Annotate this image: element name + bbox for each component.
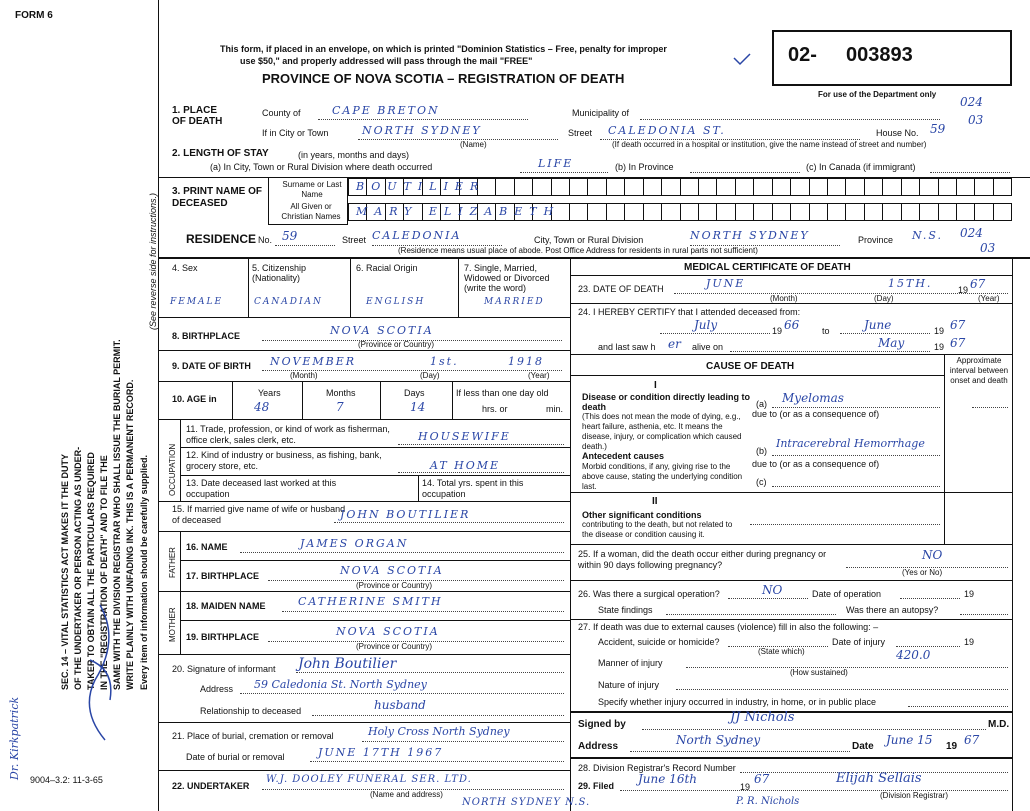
surgery-line <box>728 598 808 599</box>
divider-3 <box>158 317 570 318</box>
from-year: 66 <box>784 318 800 332</box>
residence-city-label: City, Town or Rural Division <box>534 235 644 245</box>
informant-signature: John Boutilier <box>298 656 397 672</box>
pregnancy-value: NO <box>922 548 943 562</box>
q26-label: 26. Was there a surgical operation? <box>578 589 720 599</box>
from-year-prefix: 19 <box>772 326 783 336</box>
last-saw-value: er <box>668 337 681 351</box>
side-text-8: (See reverse side for instructions.) <box>148 192 158 330</box>
divider-7 <box>180 447 570 448</box>
cause-b-line <box>772 455 940 456</box>
registration-number-box <box>772 30 1012 86</box>
form-code: 9004–3.2: 11-3-65 <box>30 775 103 785</box>
sig-year-prefix: 19 <box>946 741 958 752</box>
citizenship-value: CANADIAN <box>254 297 323 307</box>
divider-15 <box>158 722 570 723</box>
surname-label: Surname or Last Name <box>282 180 342 199</box>
sig-date-label: Date <box>852 741 874 752</box>
burial-date-line <box>310 761 564 762</box>
residence-city: NORTH SYDNEY <box>690 229 810 242</box>
main-left-border <box>158 0 159 811</box>
divider-8 <box>180 475 570 476</box>
dob-year: 1918 <box>508 355 544 368</box>
mother-side: MOTHER <box>168 607 177 642</box>
divider-5 <box>158 381 570 382</box>
divider-r7 <box>570 619 1012 620</box>
divider-r9 <box>570 757 1012 759</box>
father-name: JAMES ORGAN <box>300 537 409 550</box>
filed-year-prefix: 19 <box>740 782 751 792</box>
informant-address-line <box>240 693 564 694</box>
divider-2 <box>158 257 1030 259</box>
alive-year-prefix: 19 <box>934 342 945 352</box>
cause-title: CAUSE OF DEATH <box>706 361 795 372</box>
stay-c-label: (c) In Canada (if immigrant) <box>806 162 916 172</box>
occ-div <box>180 419 181 501</box>
marital-label: 7. Single, Married, Widowed or Divorced (write the word) <box>464 263 550 293</box>
operation-year-prefix: 19 <box>964 589 975 599</box>
sig-address-label: Address <box>578 741 619 752</box>
divider-14 <box>158 654 570 655</box>
undertaker-value: W.J. DOOLEY FUNERAL SER. LTD. <box>266 774 472 785</box>
other-line <box>750 524 940 525</box>
surname-value: BOUTILIER <box>356 180 486 193</box>
divider-12 <box>158 591 570 592</box>
city-value: NORTH SYDNEY <box>362 124 482 137</box>
dob-month-sub: (Month) <box>290 371 318 380</box>
place-of-death-label: 1. PLACE OF DEATH <box>172 105 223 127</box>
mother-div <box>180 591 181 654</box>
birthplace-sub: (Province or Country) <box>358 340 435 349</box>
to-year-prefix: 19 <box>934 326 945 336</box>
death-date-line <box>674 293 1008 294</box>
marital-value: MARRIED <box>484 297 545 307</box>
age-div-4 <box>452 381 453 419</box>
q23-label: 23. DATE OF DEATH <box>578 284 664 294</box>
age-div-2 <box>302 381 303 419</box>
residence-no-line <box>275 245 335 246</box>
q28-label: 28. Division Registrar's Record Number <box>578 763 736 773</box>
municipality-label: Municipality of <box>572 108 630 118</box>
city-label: If in City or Town <box>262 128 329 138</box>
dept-code-2: 03 <box>968 113 984 127</box>
divider-11 <box>180 560 570 561</box>
residence-street-label: Street <box>342 235 367 245</box>
q12-value: AT HOME <box>430 459 501 472</box>
sex-label: 4. Sex <box>172 263 198 273</box>
age-div-3 <box>380 381 381 419</box>
other-note: contributing to the death, but not related to the disease or condition causing it. <box>582 520 733 539</box>
death-year: 67 <box>970 277 986 291</box>
death-year-prefix: 19 <box>958 285 969 295</box>
burial-place: Holy Cross North Sydney <box>368 725 510 738</box>
burial-place-label: 21. Place of burial, cremation or removal <box>172 731 334 741</box>
hrs-label: hrs. or <box>482 404 508 414</box>
mother-birthplace-sub: (Province or Country) <box>356 642 433 651</box>
sig-date: June 15 <box>886 733 933 747</box>
nature-line <box>676 689 1008 690</box>
autopsy-line <box>960 614 1008 615</box>
length-of-stay-label: 2. LENGTH OF STAY <box>172 148 269 159</box>
citizenship-label: 5. Citizenship (Nationality) <box>252 263 307 283</box>
accident-label: Accident, suicide or homicide? <box>598 637 720 647</box>
divider-16 <box>158 770 570 771</box>
years-value: 48 <box>254 400 270 414</box>
father-div <box>180 531 181 591</box>
death-day: 15TH. <box>888 277 933 290</box>
q29-label: 29. Filed <box>578 781 615 791</box>
dob-month: NOVEMBER <box>270 355 357 368</box>
father-name-line <box>240 552 564 553</box>
q12-label: 12. Kind of industry or business, as fishing, bank, grocery store, etc. <box>186 450 382 471</box>
q24-label: 24. I HEREBY CERTIFY that I attended deceased from: <box>578 307 801 317</box>
alive-year: 67 <box>950 336 966 350</box>
signed-by-label: Signed by <box>578 719 626 730</box>
burial-place-line <box>362 741 564 742</box>
findings-label: State findings <box>598 605 653 615</box>
relationship-value: husband <box>374 698 426 712</box>
filed-value: June 16th <box>638 772 698 786</box>
q13-label: 13. Date deceased last worked at this occupation <box>186 478 337 499</box>
print-name-label: 3. PRINT NAME OF DECEASED <box>172 186 263 209</box>
operation-date-label: Date of operation <box>812 589 882 599</box>
surgery-value: NO <box>762 583 783 597</box>
relationship-label: Relationship to deceased <box>200 706 302 716</box>
q11-line <box>398 444 564 445</box>
divider-r1 <box>570 303 1012 304</box>
alive-line <box>730 351 930 352</box>
q27-label: 27. If death was due to external causes (violence) fill in also the following: – <box>578 622 879 632</box>
mother-name-line <box>282 611 564 612</box>
medical-title: MEDICAL CERTIFICATE OF DEATH <box>684 262 851 273</box>
reg-number: 003893 <box>846 44 913 66</box>
cause-a-label: (a) <box>756 399 767 409</box>
city-name-sub: (Name) <box>460 140 487 149</box>
other-label: Other significant conditions <box>582 510 702 520</box>
residence-no-label: No. <box>258 235 273 245</box>
nature-label: Nature of injury <box>598 680 660 690</box>
stay-b-line <box>690 172 800 173</box>
cause-b-value: Intracerebral Hemorrhage <box>776 437 925 450</box>
autopsy-label: Was there an autopsy? <box>846 605 939 615</box>
injury-year-prefix: 19 <box>964 637 975 647</box>
birthplace-label: 8. BIRTHPLACE <box>172 331 241 341</box>
form-label: FORM 6 <box>15 10 53 21</box>
side-signature-scribble <box>60 600 140 760</box>
specify-label: Specify whether injury occurred in industry, in home, or in public place <box>598 697 876 707</box>
cause-a-value: Myelomas <box>782 391 844 405</box>
page-title: PROVINCE OF NOVA SCOTIA – REGISTRATION OF DEATH <box>262 71 625 86</box>
residence-no: 59 <box>282 229 298 243</box>
informant-sig-label: 20. Signature of informant <box>172 664 276 674</box>
antecedent-note: Morbid conditions, if any, giving rise to the above cause, stating the underlying condition last. <box>582 462 743 491</box>
how-sustained: (How sustained) <box>790 668 848 677</box>
father-name-label: 16. NAME <box>186 542 228 552</box>
due-2: due to (or as a consequence of) <box>752 459 880 469</box>
undertaker-below: NORTH SYDNEY N.S. <box>462 797 591 808</box>
death-day-sub: (Day) <box>874 294 894 303</box>
hospital-note: (If death occurred in a hospital or institution, give the name instead of street and number) <box>612 140 927 149</box>
q12-line <box>398 472 564 473</box>
age-div-1 <box>232 381 233 419</box>
cause-numeral-1: I <box>654 380 657 391</box>
registrar-below: P. R. Nichols <box>736 796 800 807</box>
spouse-line <box>334 522 564 523</box>
interval-label: Approximate interval between onset and death <box>949 356 1009 385</box>
side-text-5: SAME WITH THE DIVISION REGISTRAR WHO SHALL ISSUE THE BURIAL PERMIT. <box>112 339 122 690</box>
street-value: CALEDONIA ST. <box>608 124 726 137</box>
sex-value: FEMALE <box>170 297 224 307</box>
filed-year: 67 <box>754 772 770 786</box>
to-year: 67 <box>950 318 966 332</box>
manner-label: Manner of injury <box>598 658 663 668</box>
father-birthplace: NOVA SCOTIA <box>340 564 444 577</box>
residence-province-label: Province <box>858 235 894 245</box>
check-mark-icon <box>732 52 752 66</box>
occupation-side: OCCUPATION <box>168 443 177 496</box>
signed-by-value: JJ Nichols <box>730 710 795 725</box>
mother-birthplace-label: 19. BIRTHPLACE <box>186 632 260 642</box>
divider-6 <box>158 419 570 420</box>
stay-b-label: (b) In Province <box>615 162 674 172</box>
signed-by-line <box>642 729 986 730</box>
given-value: MARY ELIZABETH <box>356 205 561 218</box>
side-text-6: WRITE PLAINLY WITH UNFADING INK. THIS IS A PERMANENT RECORD. <box>125 379 135 690</box>
state-which: (State which) <box>758 647 805 656</box>
last-saw-label: and last saw h <box>598 342 656 352</box>
birthplace-value: NOVA SCOTIA <box>330 324 434 337</box>
divider-r5 <box>570 544 1012 545</box>
informant-address-label: Address <box>200 684 234 694</box>
interval-divider <box>944 354 945 544</box>
from-month: July <box>694 318 718 332</box>
specify-line <box>908 706 1008 707</box>
findings-line <box>666 614 836 615</box>
side-text-3: TAKER TO OBTAIN ALL THE PARTICULARS REQUIRED <box>86 452 96 690</box>
cause-c-line <box>772 486 940 487</box>
undertaker-label: 22. UNDERTAKER <box>172 781 250 791</box>
residence-label: RESIDENCE <box>186 232 257 246</box>
mother-name: CATHERINE SMITH <box>298 595 443 608</box>
right-border <box>1012 257 1013 811</box>
filed-line <box>620 790 1008 791</box>
death-month: JUNE <box>706 277 746 290</box>
cause-numeral-2: II <box>652 496 658 507</box>
sig-address-line <box>630 751 850 752</box>
min-label: min. <box>546 404 564 414</box>
less-than-day-label: If less than one day old <box>456 388 549 398</box>
due-1: due to (or as a consequence of) <box>752 409 880 419</box>
side-signature: Dr. Kirkpatrick <box>8 696 21 780</box>
direct-label: Disease or condition directly leading to death <box>582 392 751 412</box>
stay-a-value: LIFE <box>538 157 574 170</box>
divider-r4 <box>570 492 1012 493</box>
father-birthplace-label: 17. BIRTHPLACE <box>186 571 260 581</box>
father-birthplace-sub: (Province or Country) <box>356 581 433 590</box>
residence-street: CALEDONIA <box>372 229 462 242</box>
left-right-divider <box>570 257 571 811</box>
to-label: to <box>822 326 830 336</box>
mother-birthplace: NOVA SCOTIA <box>336 625 440 638</box>
manner-value: 420.0 <box>896 648 931 662</box>
to-month: June <box>864 318 892 332</box>
months-label: Months <box>326 388 356 398</box>
cause-a-line <box>772 407 940 408</box>
municipality-line <box>640 119 940 120</box>
col-div-2 <box>350 257 351 317</box>
days-value: 14 <box>410 400 426 414</box>
pregnancy-sub: (Yes or No) <box>902 568 943 577</box>
injury-date-line <box>896 646 960 647</box>
divider-r2 <box>570 354 1012 355</box>
registrar-sub: (Division Registrar) <box>880 791 949 800</box>
alive-month: May <box>878 336 905 350</box>
days-label: Days <box>404 388 425 398</box>
father-side: FATHER <box>168 547 177 578</box>
col-div-1 <box>248 257 249 317</box>
sig-year: 67 <box>964 733 980 747</box>
city-line <box>358 139 558 140</box>
divider-r6 <box>570 580 1012 581</box>
q14-label: 14. Total yrs. spent in this occupation <box>422 478 524 499</box>
stay-a-label: (a) In City, Town or Rural Division where death occurred <box>210 162 433 172</box>
informant-sig-line <box>296 672 564 673</box>
stay-a-line <box>520 172 608 173</box>
dob-day: 1st. <box>430 355 459 368</box>
to-month-line <box>840 333 930 334</box>
notice-line-1: This form, if placed in an envelope, on which is printed "Dominion Statistics – Free, penalty for improper <box>220 44 667 54</box>
residence-note: (Residence means usual place of abode. Post Office Address for residents in rural parts not sufficient) <box>398 246 758 255</box>
racial-value: ENGLISH <box>366 297 426 307</box>
direct-note: (This does not mean the mode of dying, e.g., heart failure, asthenia, etc. It means the disease, injury, or complication which caused death.) <box>582 412 742 451</box>
mother-name-label: 18. MAIDEN NAME <box>186 601 266 611</box>
q11-value: HOUSEWIFE <box>418 430 511 443</box>
injury-date-label: Date of injury <box>832 637 886 647</box>
months-value: 7 <box>336 400 344 414</box>
registrar-signature: Elijah Sellais <box>836 771 922 786</box>
street-label: Street <box>568 128 593 138</box>
residence-province: N.S. <box>912 229 944 242</box>
dob-year-sub: (Year) <box>528 371 550 380</box>
divider-r3 <box>570 375 944 376</box>
notice-line-2: use $50," and properly addressed will pass through the mail "FREE" <box>240 56 533 66</box>
reg-prefix: 02- <box>788 44 817 66</box>
house-value: 59 <box>930 122 946 136</box>
divider-13 <box>180 620 570 621</box>
q11-label: 11. Trade, profession, or kind of work as fisherman, office clerk, sales clerk, etc. <box>186 424 390 445</box>
side-text-4: IN THE "REGISTRATION OF DEATH" AND TO FILE THE <box>99 455 109 690</box>
spouse-label: 15. If married give name of wife or husband of deceased <box>172 504 346 525</box>
given-label: All Given or Christian Names <box>281 202 341 221</box>
md-label: M.D. <box>988 719 1010 730</box>
county-value: CAPE BRETON <box>332 104 440 117</box>
operation-date-line <box>900 598 960 599</box>
age-label: 10. AGE in <box>172 394 217 404</box>
side-text-7: Every item of information should be carefully supplied. <box>139 454 149 690</box>
dept-use-label: For use of the Department only <box>818 90 937 99</box>
dept-code-1: 024 <box>960 95 983 109</box>
house-label: House No. <box>876 128 919 138</box>
death-month-sub: (Month) <box>770 294 798 303</box>
cause-c-label: (c) <box>756 477 767 487</box>
sig-address: North Sydney <box>676 733 761 747</box>
interval-a-line <box>972 407 1008 408</box>
q13-div <box>418 475 419 501</box>
antecedent-label: Antecedent causes <box>582 451 665 461</box>
length-of-stay-sub: (in years, months and days) <box>298 150 410 160</box>
informant-address: 59 Caledonia St. North Sydney <box>254 678 427 691</box>
divider-10 <box>158 531 570 532</box>
burial-date-label: Date of burial or removal <box>186 752 285 762</box>
dob-day-sub: (Day) <box>420 371 440 380</box>
side-text-2: OF THE UNDERTAKER OR PERSON ACTING AS UNDER- <box>73 446 83 690</box>
residence-code-1: 024 <box>960 226 983 240</box>
stay-c-line <box>930 172 1010 173</box>
divider-9 <box>158 501 570 502</box>
col-div-3 <box>458 257 459 317</box>
spouse-value: JOHN BOUTILIER <box>340 508 471 521</box>
q25-label: 25. If a woman, did the death occur either during pregnancy or within 90 days following pregnancy? <box>578 549 827 570</box>
side-text-1: SEC. 14 – VITAL STATISTICS ACT MAKES IT THE DUTY <box>60 453 70 690</box>
medical-divider <box>570 275 1012 276</box>
county-label: County of <box>262 108 301 118</box>
divider-4 <box>158 350 570 351</box>
death-year-sub: (Year) <box>978 294 1000 303</box>
cause-b-label: (b) <box>756 446 767 456</box>
from-month-line <box>660 333 770 334</box>
undertaker-sub: (Name and address) <box>370 790 443 799</box>
racial-label: 6. Racial Origin <box>356 263 418 273</box>
dob-label: 9. DATE OF BIRTH <box>172 361 251 371</box>
alive-on-label: alive on <box>692 342 724 352</box>
residence-code-2: 03 <box>980 241 996 255</box>
relationship-line <box>312 715 564 716</box>
years-label: Years <box>258 388 281 398</box>
county-line <box>318 119 528 120</box>
burial-date: JUNE 17TH 1967 <box>318 746 444 759</box>
